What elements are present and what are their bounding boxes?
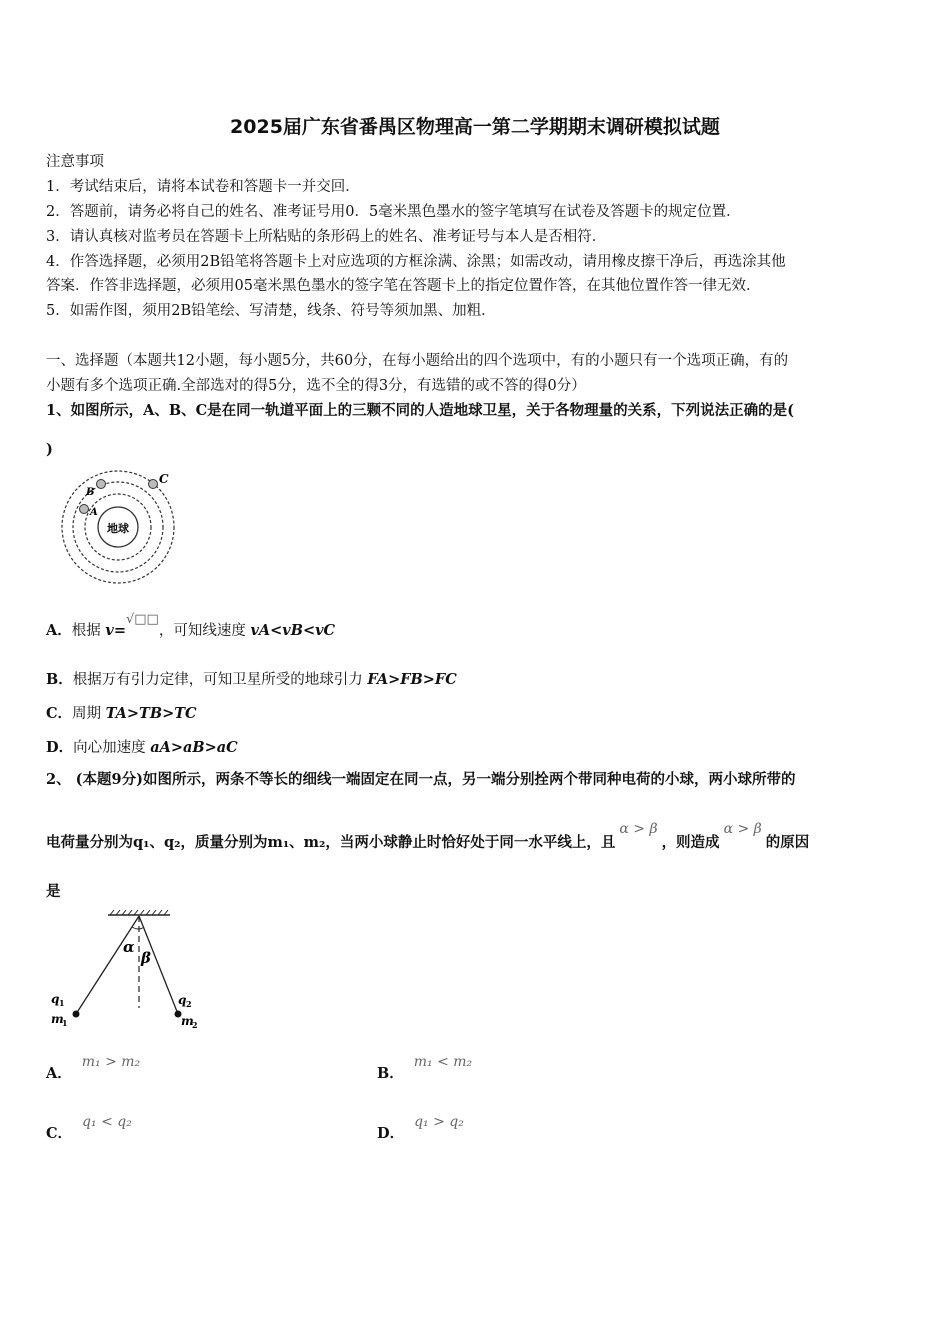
notice-item-1: 1．考试结束后，请将本试卷和答题卡一并交回．: [46, 179, 360, 195]
m1-label: m: [51, 1012, 64, 1026]
notice-item-5: 5．如需作图，须用2B铅笔绘、写清楚，线条、符号等须加黑、加粗．: [46, 303, 496, 319]
q2-label-sub: 2: [186, 999, 192, 1009]
q2-option-a[interactable]: A．m₁ > m₂: [46, 1054, 141, 1082]
earth-label: 地球: [107, 522, 129, 535]
q2-condition-2: α > β: [723, 821, 762, 837]
q1-option-d-relation: aA>aB>aC: [150, 739, 238, 756]
q1-option-b-relation: FA>FB>FC: [367, 671, 457, 688]
q2-stem: 2、 (本题9分)如图所示，两条不等长的细线一端固定在同一点，另一端分别拴两个带同种电荷的小球，两小球所带的: [46, 771, 796, 788]
sat-c-label: C: [159, 472, 169, 486]
q1-option-c[interactable]: C．周期 TA>TB>TC: [46, 705, 197, 722]
q2-stem-3: 是: [46, 883, 61, 900]
notice-item-3: 3．请认真核对监考员在答题卡上所粘贴的条形码上的姓名、准考证号与本人是否相符．: [46, 229, 607, 245]
beta-label: β: [141, 949, 151, 967]
alpha-label: α: [123, 938, 135, 956]
notice-item-4-cont: 答案．作答非选择题，必须用05毫米黑色墨水的签字笔在答题卡上的指定位置作答，在其他位置作答一律无效．: [46, 278, 761, 294]
q1-option-a[interactable]: A．根据 v=√□□，可知线速度 vA<vB<vC: [46, 612, 336, 639]
q2-option-d[interactable]: D．q₁ > q₂: [377, 1114, 464, 1142]
q2-option-c[interactable]: C．q₁ < q₂: [46, 1114, 132, 1142]
notice-item-2: 2．答题前，请务必将自己的姓名、准考证号用0．5毫米黑色墨水的签字笔填写在试卷及答题卡的规定位置．: [46, 204, 741, 220]
q2-label: q: [178, 993, 187, 1007]
orbit-figure: [56, 468, 181, 586]
q2-condition-1: α > β: [619, 821, 658, 837]
m2-label: m: [181, 1014, 194, 1028]
q1-label: q: [51, 992, 60, 1006]
notice-heading: 注意事项: [46, 154, 104, 170]
q1-option-a-relation: vA<vB<vC: [250, 622, 336, 639]
notice-item-4: 4．作答选择题，必须用2B铅笔将答题卡上对应选项的方框涂满、涂黑；如需改动，请用橡皮擦干净后，再选涂其他: [46, 254, 786, 270]
q1-option-d[interactable]: D．向心加速度 aA>aB>aC: [46, 739, 238, 756]
section-instructions-1: 一、选择题（本题共12小题，每小题5分，共60分，在每小题给出的四个选项中，有的小题只有一个选项正确，有的: [46, 353, 789, 369]
q1-option-c-relation: TA>TB>TC: [105, 705, 197, 722]
page-title: 2025届广东省番禺区物理高一第二学期期末调研模拟试题: [230, 116, 720, 138]
m2-label-sub: 2: [192, 1020, 198, 1030]
section-instructions-2: 小题有多个选项正确.全部选对的得5分，选不全的得3分，有选错的或不答的得0分）: [46, 378, 586, 394]
sat-b-label: B: [86, 487, 95, 498]
q1-label-sub: 1: [59, 998, 65, 1008]
q2-option-b[interactable]: B．m₁ < m₂: [377, 1054, 473, 1082]
q1-stem: 1、如图所示，A、B、C是在同一轨道平面上的三颗不同的人造地球卫星，关于各物理量的关系，下列说法正确的是(: [46, 402, 794, 419]
pendulum-figure: [46, 908, 216, 1036]
m1-label-sub: 1: [62, 1018, 68, 1028]
sat-a-label: A: [90, 507, 98, 518]
q1-stem-close: ): [46, 441, 53, 458]
sqrt-placeholder: √□□: [125, 612, 159, 627]
q2-stem-2: 电荷量分别为q₁、q₂，质量分别为m₁、m₂，当两小球静止时恰好处于同一水平线上，且α > β，则造成α > β的原因: [46, 821, 810, 851]
q1-option-b[interactable]: B．根据万有引力定律，可知卫星所受的地球引力 FA>FB>FC: [46, 671, 457, 688]
